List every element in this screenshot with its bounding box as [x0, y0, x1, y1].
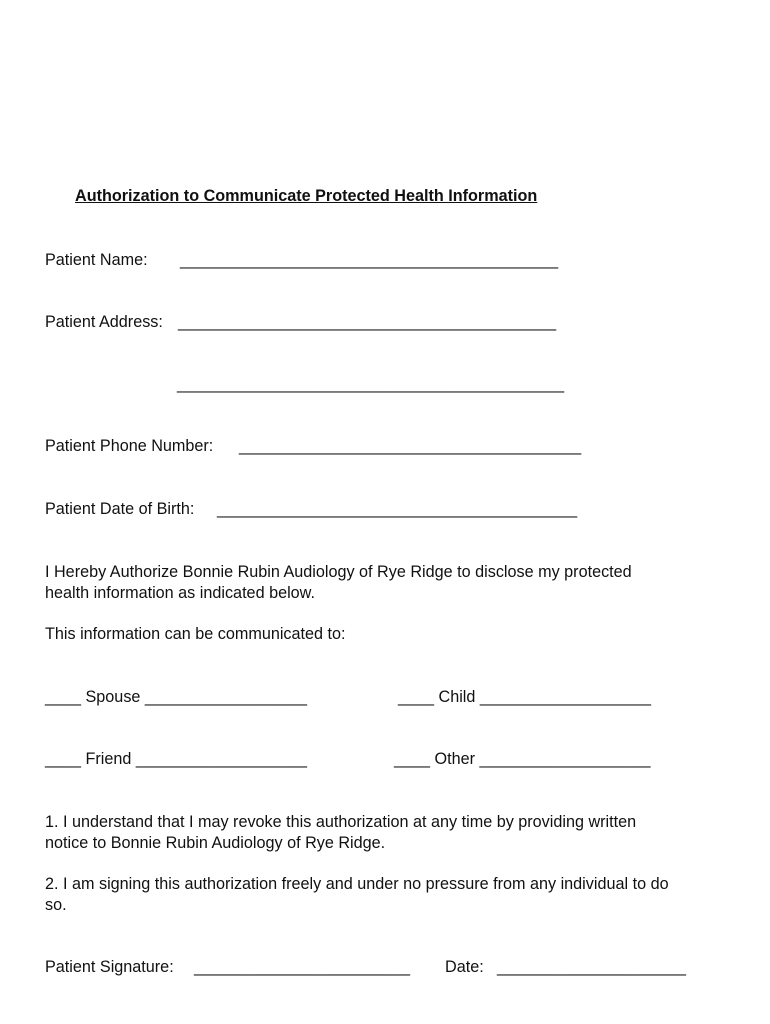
recipient-spouse[interactable]: ____ Spouse __________________	[45, 688, 307, 706]
statement-2-line2: so.	[45, 896, 67, 914]
recipient-other[interactable]: ____ Other ___________________	[394, 750, 651, 768]
statement-1-line1: 1. I understand that I may revoke this authorization at any time by providing written	[45, 813, 637, 831]
patient-address-field-line2[interactable]: ___________________________________________	[177, 375, 565, 393]
patient-phone-label: Patient Phone Number:	[45, 437, 214, 455]
authorization-text-line2: health information as indicated below.	[45, 584, 315, 602]
patient-dob-label: Patient Date of Birth:	[45, 500, 195, 518]
statement-2-line1: 2. I am signing this authorization freely and under no pressure from any individual to do	[45, 875, 669, 893]
form-title: Authorization to Communicate Protected Health Information	[75, 187, 538, 205]
recipient-child[interactable]: ____ Child ___________________	[398, 688, 651, 706]
date-field[interactable]: _____________________	[497, 958, 687, 976]
patient-name-field[interactable]: __________________________________________	[180, 251, 559, 269]
recipient-friend[interactable]: ____ Friend ___________________	[45, 750, 307, 768]
date-label: Date:	[445, 958, 484, 976]
patient-dob-field[interactable]: ________________________________________	[217, 500, 578, 518]
patient-phone-field[interactable]: ______________________________________	[239, 437, 582, 455]
patient-name-label: Patient Name:	[45, 251, 148, 269]
authorization-text-line1: I Hereby Authorize Bonnie Rubin Audiology of Rye Ridge to disclose my protected	[45, 563, 632, 581]
patient-signature-label: Patient Signature:	[45, 958, 174, 976]
statement-1-line2: notice to Bonnie Rubin Audiology of Rye Ridge.	[45, 834, 386, 852]
patient-address-label: Patient Address:	[45, 313, 163, 331]
patient-signature-field[interactable]: ________________________	[194, 958, 411, 976]
patient-address-field[interactable]: __________________________________________	[178, 313, 557, 331]
communicated-to-text: This information can be communicated to:	[45, 625, 346, 643]
